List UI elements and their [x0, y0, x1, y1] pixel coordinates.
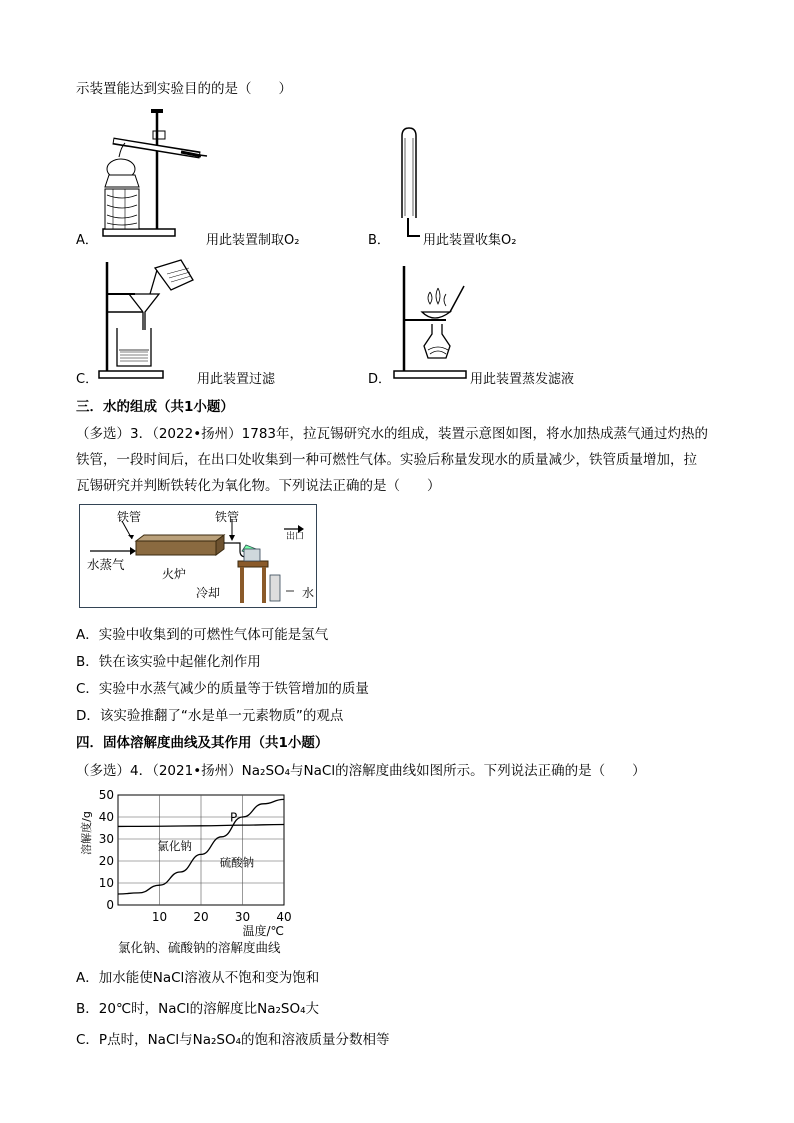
y-tick-label: 30	[98, 832, 114, 846]
section-3-option-b: B．铁在该实验中起催化剂作用	[76, 654, 261, 670]
section-4-option-b: B．20℃时，NaCl的溶解度比Na₂SO₄大	[76, 1001, 320, 1017]
y-axis-label: 溶解度/g	[80, 811, 93, 855]
option-d-letter: D．	[368, 372, 392, 387]
figure-b-test-tube	[390, 126, 430, 241]
label-steam: 水蒸气	[87, 557, 125, 572]
option-c-letter: C．	[76, 372, 99, 387]
x-axis-label: 温度/℃	[242, 924, 284, 938]
section-3-stem-line1: （多选）3．（2022•扬州）1783年，拉瓦锡研究水的组成，装置示意图如图，将水加热成蒸气通过灼热的	[76, 426, 709, 442]
option-c-text: 用此装置过滤	[197, 372, 276, 387]
chart-caption: 氯化钠、硫酸钠的溶解度曲线	[118, 940, 281, 955]
section-4-stem-suffix: 的溶解度曲线如图所示。下列说法正确的是（ ）	[335, 763, 646, 779]
question-intro: 示装置能达到实验目的的是（ ）	[76, 81, 292, 97]
lavoisier-apparatus-figure	[79, 504, 317, 608]
section-3-option-a: A．实验中收集到的可燃性气体可能是氢气	[76, 627, 329, 643]
section-4-stem-prefix: （多选）4．（2021•扬州）	[76, 763, 242, 779]
section-3-title: 三．水的组成（共1小题）	[76, 399, 234, 415]
x-tick-label: 20	[193, 910, 209, 924]
y-tick-label: 50	[98, 790, 114, 802]
series-label-na2so4: 硫酸钠	[219, 855, 255, 870]
section-3-stem-line3: 瓦锡研究并判断铁转化为氧化物。下列说法正确的是（ ）	[76, 478, 441, 494]
x-tick-label: 30	[234, 910, 251, 924]
y-tick-label: 40	[98, 810, 114, 824]
x-tick-label: 40	[276, 910, 292, 924]
series-label-nacl: 氯化钠	[157, 839, 192, 853]
figure-d-evaporation	[392, 262, 472, 384]
y-tick-label: 0	[106, 898, 114, 912]
option-b-text: 用此装置收集O₂	[423, 233, 517, 248]
y-tick-label: 20	[98, 854, 114, 868]
option-b-letter: B．	[368, 233, 390, 248]
figure-a-heating-apparatus	[95, 103, 215, 241]
label-cool: 冷却	[196, 586, 221, 600]
label-tube-1: 铁管	[117, 510, 142, 524]
label-tube-2: 铁管	[215, 510, 240, 524]
section-4-stem	[76, 759, 646, 779]
section-4-stem-formula: Na₂SO₄与NaCl	[241, 763, 336, 779]
y-tick-label: 10	[98, 876, 114, 890]
label-water: 水	[302, 586, 315, 600]
option-a-text: 用此装置制取O₂	[206, 233, 300, 248]
option-a-letter: A．	[76, 233, 98, 248]
section-3-option-d: D．该实验推翻了“水是单一元素物质”的观点	[76, 708, 344, 724]
section-4-title: 四．固体溶解度曲线及其作用（共1小题）	[76, 735, 329, 751]
section-3-option-c: C．实验中水蒸气减少的质量等于铁管增加的质量	[76, 681, 369, 697]
label-outlet: 出口	[286, 532, 305, 542]
solubility-chart	[76, 790, 296, 960]
section-4-option-c: C．P点时，NaCl与Na₂SO₄的饱和溶液质量分数相等	[76, 1032, 390, 1048]
section-3-stem-line2: 铁管，一段时间后，在出口处收集到一种可燃性气体。实验后称量发现水的质量减少，铁管质量增加，拉	[76, 452, 697, 468]
point-label-p: P	[230, 810, 238, 825]
section-4-option-a: A．加水能使NaCl溶液从不饱和变为饱和	[76, 970, 320, 986]
x-tick-label: 10	[151, 910, 168, 924]
figure-c-filtration	[95, 254, 205, 384]
option-d-text: 用此装置蒸发滤液	[470, 372, 575, 387]
label-furnace: 火炉	[162, 567, 187, 581]
